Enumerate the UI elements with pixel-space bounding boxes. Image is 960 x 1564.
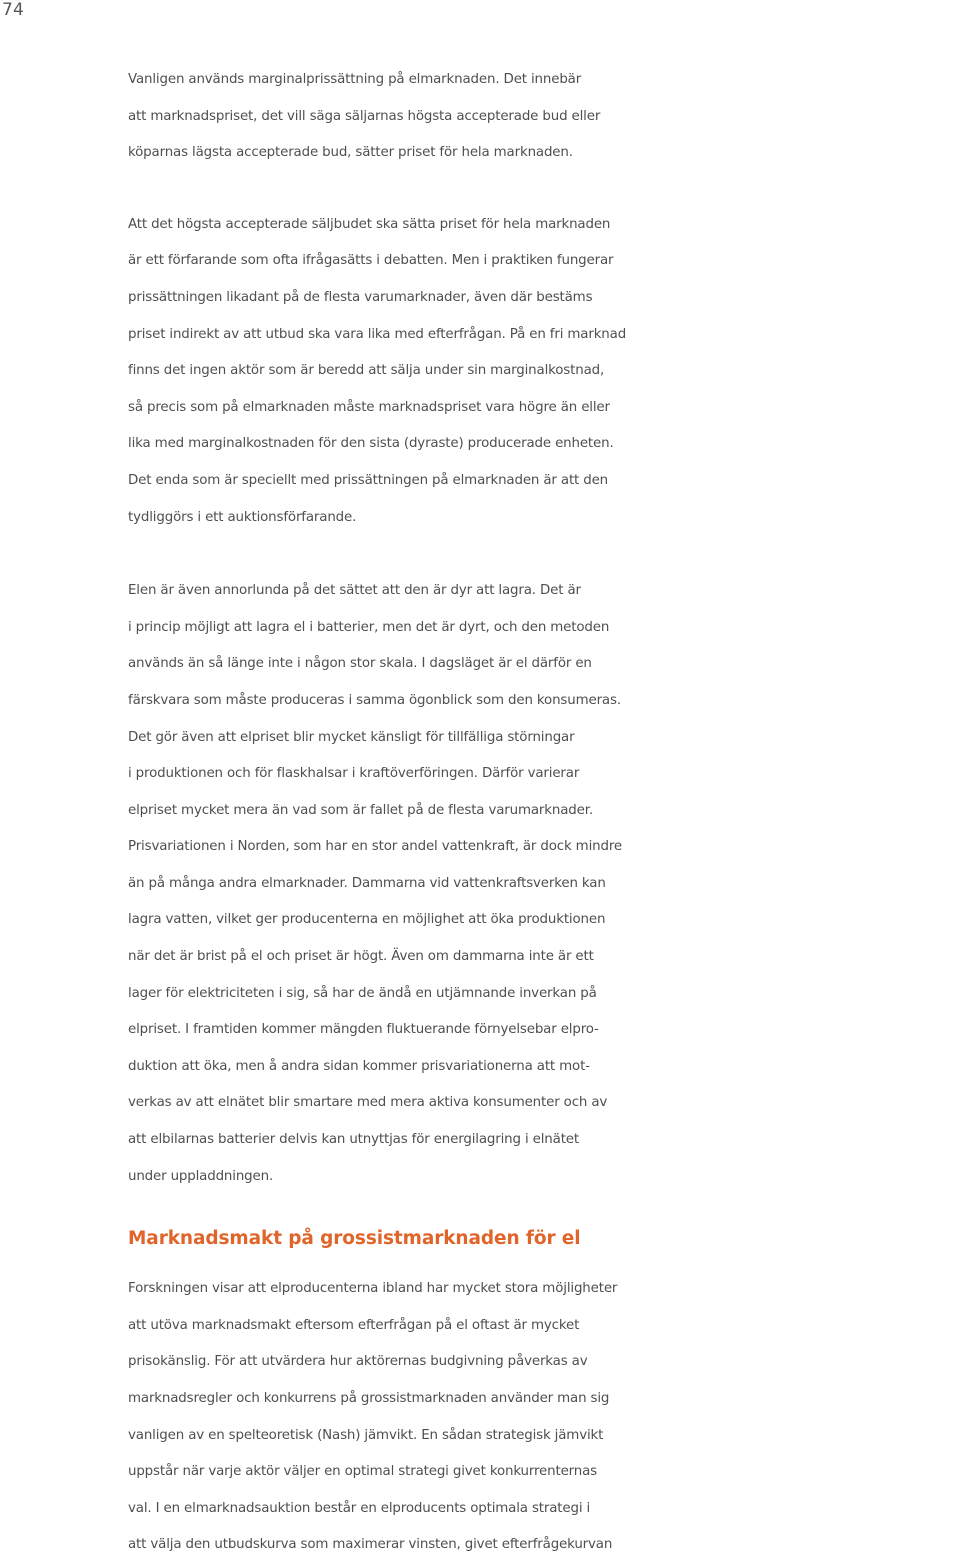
text-line: att elbilarnas batterier delvis kan utnyttjas för energilagring i elnätet (128, 1132, 579, 1148)
text-line: under uppladdningen. (128, 1168, 274, 1184)
text-line: i princip möjligt att lagra el i batterier, men det är dyrt, och den metoden (128, 619, 610, 635)
text-line: så precis som på elmarknaden måste marknadspriset vara högre än eller (128, 399, 610, 415)
paragraph-spacer (128, 172, 960, 207)
paragraph-2 (128, 207, 960, 536)
text-line: Vanligen används marginalprissättning på elmarknaden. Det innebär (128, 72, 582, 87)
heading-spacer (128, 1257, 960, 1271)
text-line: lika med marginalkostnaden för den sista (dyraste) producerade enheten. (128, 436, 614, 452)
document-body (128, 62, 960, 1564)
text-line: än på många andra elmarknader. Dammarna vid vattenkraftsverken kan (128, 875, 606, 891)
text-line: Det gör även att elpriset blir mycket känsligt för tillfälliga störningar (128, 729, 575, 745)
section-heading: Marknadsmakt på grossistmarknaden för el (128, 1228, 581, 1250)
text-line: finns det ingen aktör som är beredd att sälja under sin marginalkostnad, (128, 363, 605, 379)
text-line: marknadsregler och konkurrens på grossistmarknaden använder man sig (128, 1391, 610, 1406)
text-line: duktion att öka, men å andra sidan kommer prisvariationerna att mot- (128, 1058, 590, 1074)
text-line: prissättningen likadant på de flesta varumarknader, även där bestäms (128, 289, 593, 305)
text-line: i produktionen och för flaskhalsar i kraftöverföringen. Därför varierar (128, 766, 580, 782)
text-line: att marknadspriset, det vill säga säljarnas högsta accepterade bud eller (128, 108, 601, 124)
text-line: val. I en elmarknadsauktion består en elproducents optimala strategi i (128, 1500, 591, 1516)
text-line: köparnas lägsta accepterade bud, sätter priset för hela marknaden. (128, 145, 573, 161)
paragraph-1 (128, 62, 960, 172)
text-line: Forskningen visar att elproducenterna ibland har mycket stora möjligheter (128, 1281, 618, 1297)
section-spacer (128, 1195, 960, 1221)
section-paragraph (128, 1271, 960, 1564)
text-line: Att det högsta accepterade säljbudet ska sätta priset för hela marknaden (128, 216, 611, 232)
text-line: när det är brist på el och priset är högt. Även om dammarna inte är ett (128, 949, 594, 965)
text-line: verkas av att elnätet blir smartare med mera aktiva konsumenter och av (128, 1095, 608, 1111)
text-line: lager för elektriciteten i sig, så har de ändå en utjämnande inverkan på (128, 985, 597, 1001)
text-line: att utöva marknadsmakt eftersom efterfrågan på el oftast är mycket (128, 1317, 580, 1333)
text-line: uppstår när varje aktör väljer en optimal strategi givet konkurrenternas (128, 1464, 598, 1480)
text-line: elpriset mycket mera än vad som är fallet på de flesta varumarknader. (128, 802, 593, 818)
text-line: att välja den utbudskurva som maximerar vinsten, givet efterfrågekurvan (128, 1537, 613, 1553)
page-number: 74 (2, 0, 25, 20)
text-line: prisokänslig. För att utvärdera hur aktörernas budgivning påverkas av (128, 1354, 588, 1370)
text-line: färskvara som måste produceras i samma ögonblick som den konsumeras. (128, 692, 621, 708)
paragraph-3 (128, 573, 960, 1195)
text-line: är ett förfarande som ofta ifrågasätts i debatten. Men i praktiken fungerar (128, 253, 614, 269)
text-line: Prisvariationen i Norden, som har en stor andel vattenkraft, är dock mindre (128, 839, 622, 855)
text-line: lagra vatten, vilket ger producenterna en möjlighet att öka produktionen (128, 912, 606, 928)
text-line: används än så länge inte i någon stor skala. I dagsläget är el därför en (128, 656, 592, 672)
text-line: Det enda som är speciellt med prissättningen på elmarknaden är att den (128, 472, 609, 488)
text-line: elpriset. I framtiden kommer mängden fluktuerande förnyelsebar elpro- (128, 1022, 599, 1038)
paragraph-spacer (128, 536, 960, 573)
text-line: Elen är även annorlunda på det sättet att den är dyr att lagra. Det är (128, 583, 581, 599)
text-line: priset indirekt av att utbud ska vara lika med efterfrågan. På en fri marknad (128, 326, 627, 342)
text-line: vanligen av en spelteoretisk (Nash) jämvikt. En sådan strategisk jämvikt (128, 1427, 604, 1443)
text-line: tydliggörs i ett auktionsförfarande. (128, 509, 357, 525)
